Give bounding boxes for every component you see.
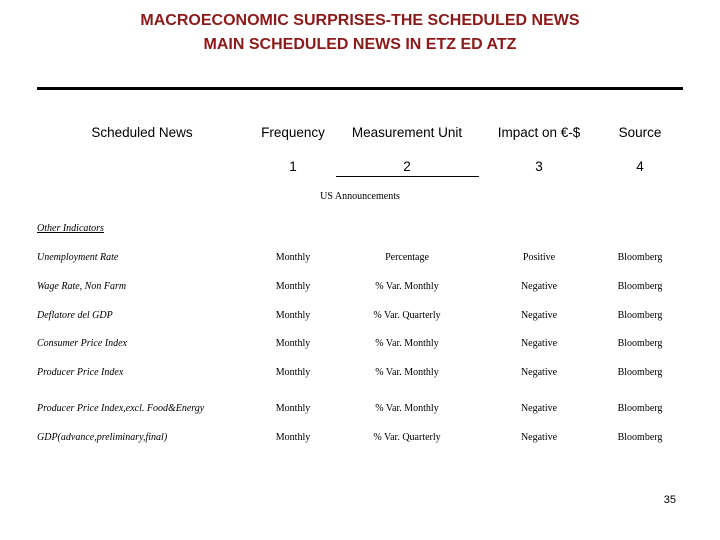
cell-impact: Negative [520, 310, 558, 321]
title-divider [37, 87, 683, 90]
column-number-2: 2 [403, 159, 411, 174]
cell-source: Bloomberg [617, 367, 663, 378]
table-row [0, 367, 720, 381]
header-measurement-unit: Measurement Unit [351, 125, 463, 140]
column-number-1: 1 [289, 159, 297, 174]
cell-impact: Negative [520, 281, 558, 292]
header-impact: Impact on €-$ [497, 125, 581, 140]
cell-scheduled-news: GDP(advance,preliminary,final) [37, 432, 168, 443]
cell-unit: % Var. Quarterly [373, 432, 441, 443]
cell-frequency: Monthly [275, 310, 311, 321]
table-row [0, 310, 720, 324]
column-number-3: 3 [535, 159, 543, 174]
cell-frequency: Monthly [275, 281, 311, 292]
cell-impact: Positive [522, 252, 556, 263]
cell-impact: Negative [520, 367, 558, 378]
table-row [0, 281, 720, 295]
cell-scheduled-news: Consumer Price Index [37, 338, 127, 349]
cell-unit: % Var. Monthly [375, 281, 439, 292]
cell-impact: Negative [520, 403, 558, 414]
cell-scheduled-news: Producer Price Index,excl. Food&Energy [37, 403, 205, 414]
slide-title-line2: MAIN SCHEDULED NEWS IN ETZ ED ATZ [203, 36, 517, 53]
cell-source: Bloomberg [617, 338, 663, 349]
cell-source: Bloomberg [617, 310, 663, 321]
group-label: Other Indicators [37, 223, 104, 234]
cell-scheduled-news: Deflatore del GDP [37, 310, 113, 321]
cell-frequency: Monthly [275, 403, 311, 414]
column-2-underline [336, 176, 479, 177]
cell-frequency: Monthly [275, 252, 311, 263]
cell-scheduled-news: Wage Rate, Non Farm [37, 281, 127, 292]
cell-unit: % Var. Monthly [375, 367, 439, 378]
column-number-4: 4 [636, 159, 644, 174]
table-row [0, 252, 720, 266]
header-frequency: Frequency [261, 125, 325, 140]
cell-frequency: Monthly [275, 367, 311, 378]
cell-unit: % Var. Monthly [375, 338, 439, 349]
cell-source: Bloomberg [617, 432, 663, 443]
cell-source: Bloomberg [617, 281, 663, 292]
page-number: 35 [663, 494, 676, 506]
table-row [0, 432, 720, 446]
section-label: US Announcements [320, 191, 400, 202]
cell-unit: % Var. Monthly [375, 403, 439, 414]
cell-unit: Percentage [385, 252, 429, 263]
cell-frequency: Monthly [275, 338, 311, 349]
table-row [0, 403, 720, 417]
cell-scheduled-news: Producer Price Index [37, 367, 124, 378]
cell-impact: Negative [520, 432, 558, 443]
cell-source: Bloomberg [617, 252, 663, 263]
table-row [0, 338, 720, 352]
cell-unit: % Var. Quarterly [373, 310, 441, 321]
header-source: Source [618, 125, 662, 140]
cell-frequency: Monthly [275, 432, 311, 443]
cell-scheduled-news: Unemployment Rate [37, 252, 119, 263]
cell-source: Bloomberg [617, 403, 663, 414]
slide-title-line1: MACROECONOMIC SURPRISES-THE SCHEDULED NEWS [140, 12, 580, 29]
header-scheduled-news: Scheduled News [91, 125, 193, 140]
cell-impact: Negative [520, 338, 558, 349]
